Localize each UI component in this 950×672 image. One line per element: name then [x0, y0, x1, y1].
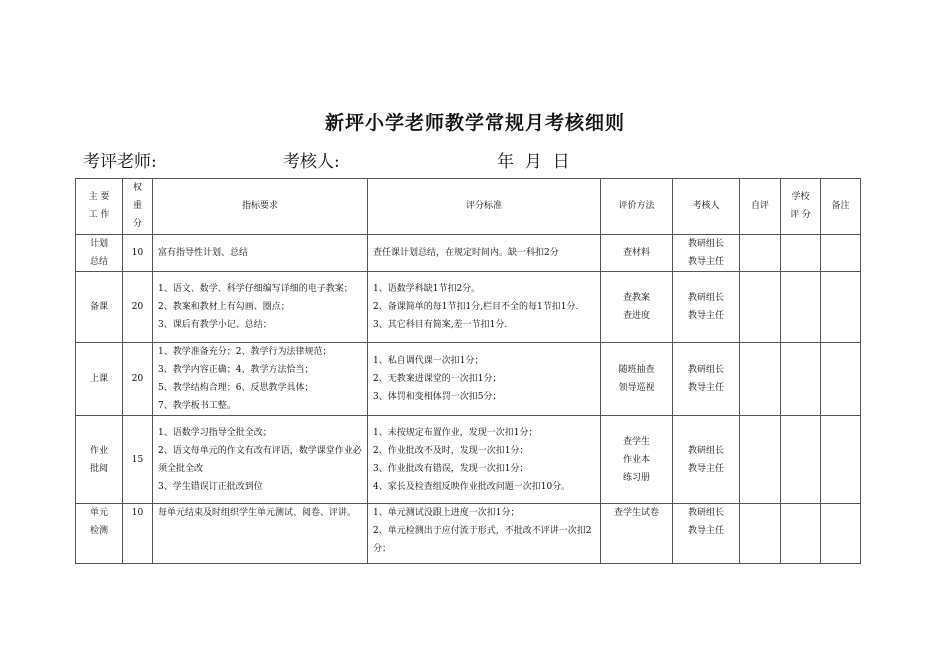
table-row — [76, 234, 861, 271]
table-row — [76, 504, 861, 564]
remarks-cell[interactable] — [821, 234, 861, 271]
requirements-cell: 1、语文、数学、科学仔细编写详细的电子教案； 2、教案和教材上有勾画、圈点； 3、课后有教学小记、总结； — [153, 271, 368, 342]
header-work: 主 要 工 作 — [76, 179, 123, 235]
weight-cell: 20 — [123, 271, 153, 342]
method-cell: 查学生 作业本 练习册 — [601, 416, 673, 504]
header-method: 评价方法 — [601, 179, 673, 235]
method-cell: 查学生试卷 — [601, 504, 673, 564]
header-self: 自评 — [740, 179, 781, 235]
header-criteria: 评分标准 — [368, 179, 601, 235]
criteria-cell: 1、单元测试没跟上进度一次扣1分； 2、单元检测出于应付流于形式，不批改不评讲一次扣2分； — [368, 504, 601, 564]
assessor-cell: 教研组长 教导主任 — [673, 504, 740, 564]
school-score-cell[interactable] — [781, 504, 821, 564]
work-cell: 计划 总结 — [76, 234, 123, 271]
criteria-cell: 1、未按规定布置作业，发现一次扣1分； 2、作业批改不及时，发现一次扣1分； 3、作业批改有错误，发现一次扣1分； 4、家长及检查组反映作业批改问题一次扣10分。 — [368, 416, 601, 504]
table-row — [76, 271, 861, 342]
self-score-cell[interactable] — [740, 342, 781, 416]
table-row — [76, 416, 861, 504]
requirements-cell: 每单元结束及时组织学生单元测试、阅卷、评讲。 — [153, 504, 368, 564]
assessor-cell: 教研组长 教导主任 — [673, 342, 740, 416]
table-row — [76, 342, 861, 416]
weight-cell: 10 — [123, 234, 153, 271]
criteria-cell: 查任课计划总结，在规定时间内。缺一科扣2分 — [368, 234, 601, 271]
evaluator-label: 考评老师: — [83, 152, 157, 172]
school-score-cell[interactable] — [781, 416, 821, 504]
requirements-cell: 富有指导性计划、总结 — [153, 234, 368, 271]
criteria-cell: 1、私自调代课一次扣1分； 2、无教案进课堂的一次扣1分； 3、体罚和变相体罚一次扣5分； — [368, 342, 601, 416]
school-score-cell[interactable] — [781, 271, 821, 342]
requirements-cell: 1、教学准备充分；2、教学行为法律规范； 3、教学内容正确；4、教学方法恰当； 5、教学结构合理；6、反思教学具体； 7、教学板书工整。 — [153, 342, 368, 416]
self-score-cell[interactable] — [740, 271, 781, 342]
weight-cell: 10 — [123, 504, 153, 564]
header-row — [76, 179, 861, 235]
work-cell: 单元 检测 — [76, 504, 123, 564]
method-cell: 查教案 查进度 — [601, 271, 673, 342]
self-score-cell[interactable] — [740, 234, 781, 271]
criteria-cell: 1、语数学科缺1节扣2分。 2、备课简单的每1节扣1分,栏目不全的每1节扣1分. 3、其它科目有简案,差一节扣1分. — [368, 271, 601, 342]
assessor-cell: 教研组长 教导主任 — [673, 416, 740, 504]
weight-cell: 15 — [123, 416, 153, 504]
date-label: 年 月 日 — [497, 152, 570, 172]
assessor-label: 考核人: — [283, 152, 340, 172]
header-remarks: 备注 — [821, 179, 861, 235]
header-requirements: 指标要求 — [153, 179, 368, 235]
school-score-cell[interactable] — [781, 342, 821, 416]
remarks-cell[interactable] — [821, 342, 861, 416]
header-weight: 权 重 分 — [123, 179, 153, 235]
work-cell: 备课 — [76, 271, 123, 342]
self-score-cell[interactable] — [740, 416, 781, 504]
document-title: 新坪小学老师教学常规月考核细则 — [324, 112, 625, 134]
method-cell: 查材料 — [601, 234, 673, 271]
assessment-table — [75, 178, 861, 564]
work-cell: 上课 — [76, 342, 123, 416]
work-cell: 作业 批阅 — [76, 416, 123, 504]
remarks-cell[interactable] — [821, 504, 861, 564]
school-score-cell[interactable] — [781, 234, 821, 271]
remarks-cell[interactable] — [821, 416, 861, 504]
self-score-cell[interactable] — [740, 504, 781, 564]
assessor-cell: 教研组长 教导主任 — [673, 234, 740, 271]
header-school: 学校 评 分 — [781, 179, 821, 235]
requirements-cell: 1、语数学习指导全批全改； 2、语文每单元的作文有改有评语，数学课堂作业必须全批全改 3、学生错误订正批改到位 — [153, 416, 368, 504]
weight-cell: 20 — [123, 342, 153, 416]
remarks-cell[interactable] — [821, 271, 861, 342]
method-cell: 随班抽查 领导巡视 — [601, 342, 673, 416]
assessor-cell: 教研组长 教导主任 — [673, 271, 740, 342]
header-assessor: 考核人 — [673, 179, 740, 235]
